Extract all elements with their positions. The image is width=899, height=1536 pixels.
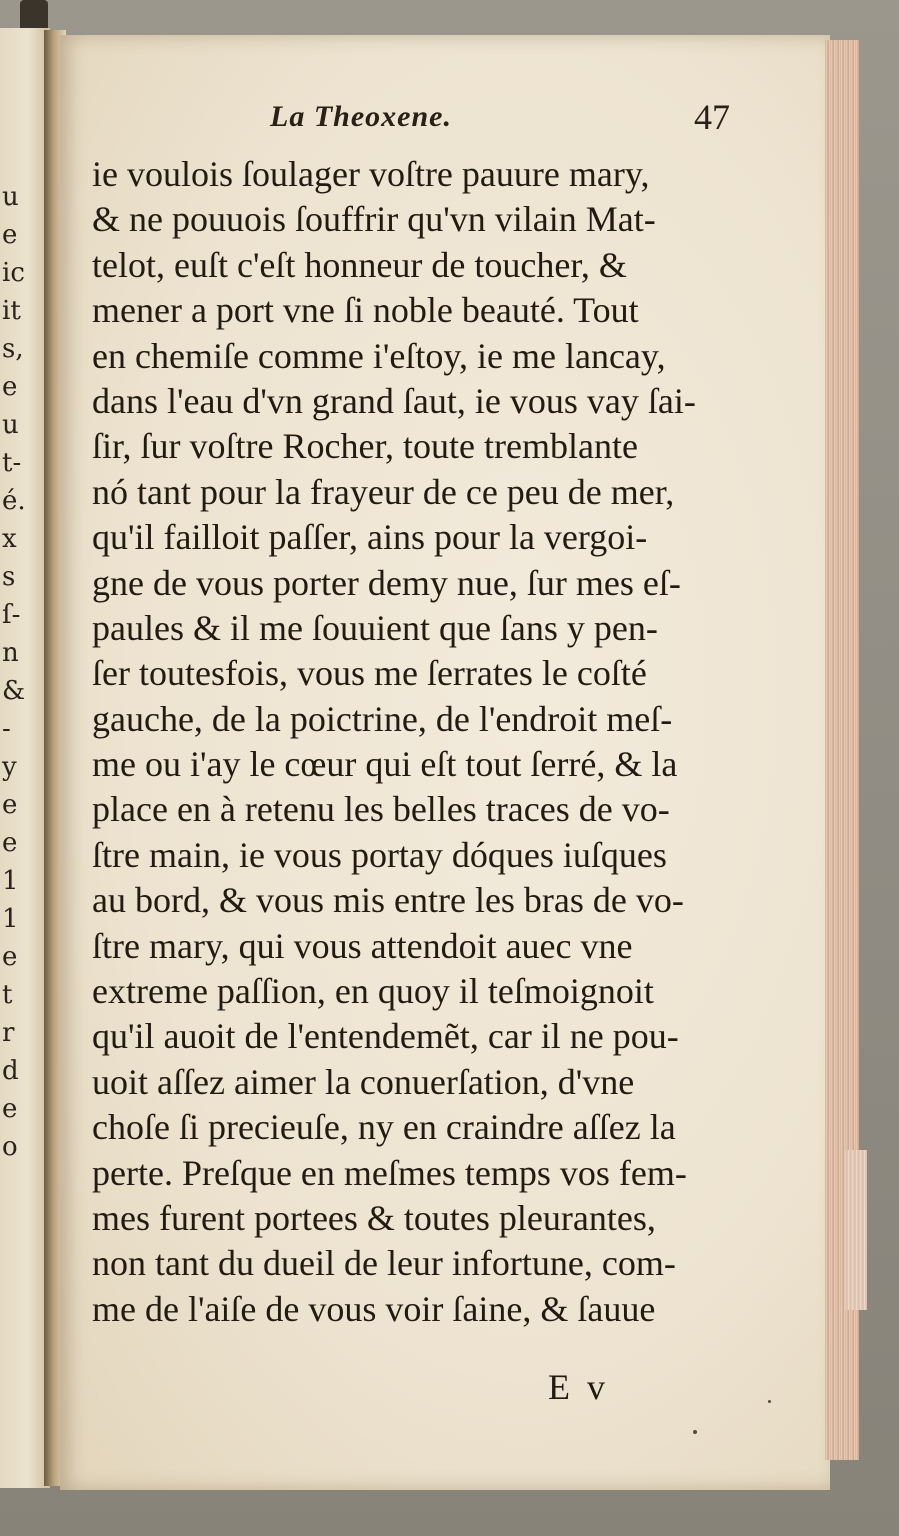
text-line: perte. Preſque en meſmes temps vos fem- [92, 1152, 687, 1193]
text-line: en chemiſe comme i'eſtoy, ie me lancay, [92, 335, 666, 376]
facing-page-fragment: s, [2, 334, 24, 364]
facing-page-fragment: 1 [2, 904, 19, 934]
signature-mark: E v [548, 1367, 609, 1407]
text-line: gauche, de la poictrine, de l'endroit meſ- [92, 698, 673, 739]
facing-page-fragment: u [2, 410, 19, 440]
facing-page-text-fragments [2, 178, 38, 1166]
facing-page-fragment: é. [2, 486, 26, 516]
text-line: choſe ſi precieuſe, ny en craindre aſſez la [92, 1107, 676, 1148]
text-line: ſtre mary, qui vous attendoit auec vne [92, 925, 633, 966]
facing-page-fragment: o [2, 1132, 18, 1162]
text-line: extreme paſſion, en quoy il teſmoignoit [92, 971, 654, 1012]
text-line: telot, euſt c'eſt honneur de toucher, & [92, 244, 627, 285]
text-line: dans l'eau d'vn grand ſaut, ie vous vay ſai- [92, 380, 696, 421]
facing-page-fragment: ic [2, 258, 25, 288]
facing-page-fragment: y [2, 752, 17, 782]
text-line: ſer toutesfois, vous me ſerrates le coſté [92, 653, 647, 694]
facing-page-fragment: it [2, 296, 21, 326]
facing-page-fragment: 1 [2, 866, 19, 896]
page-header [270, 97, 740, 150]
facing-page-fragment: u [2, 182, 19, 212]
paper-speck [768, 1400, 771, 1403]
facing-page-fragment: x [2, 524, 17, 554]
facing-page-fragment: e [2, 828, 18, 858]
text-line: uoit aſſez aimer la conuerſation, d'vne [92, 1061, 635, 1102]
text-line: ie voulois ſoulager voſtre pauure mary, [92, 154, 650, 194]
text-line: au bord, & vous mis entre les bras de vo- [92, 880, 684, 921]
facing-page-fragment: d [2, 1056, 19, 1086]
facing-page-fragment: e [2, 942, 18, 972]
text-line: nó tant pour la frayeur de ce peu de mer, [92, 471, 675, 512]
body-text [92, 152, 782, 1332]
text-line: me ou i'ay le cœur qui eſt tout ſerré, & la [92, 744, 678, 785]
facing-page-fragment: ſ- [2, 600, 21, 630]
text-line: & ne pouuois ſouffrir qu'vn vilain Mat- [92, 199, 656, 240]
text-line: mes furent portees & toutes pleurantes, [92, 1197, 656, 1238]
text-line: paules & il me ſouuient que ſans y pen- [92, 607, 658, 648]
text-line: me de l'aiſe de vous voir ſaine, & ſauue [92, 1288, 656, 1329]
facing-page-fragment: n [2, 638, 19, 668]
facing-page-fragment: r [2, 1018, 15, 1048]
facing-page-fragment: & [2, 676, 26, 706]
facing-page-fragment: e [2, 790, 18, 820]
facing-page-fragment: - [2, 714, 11, 744]
page-fore-edge-tab [845, 1150, 867, 1310]
running-title: La Theoxene. [270, 100, 452, 133]
facing-page-fragment: s [2, 562, 16, 592]
text-line: non tant du dueil de leur infortune, com- [92, 1243, 676, 1284]
facing-page-fragment: e [2, 1094, 18, 1124]
facing-page-fragment: t [2, 980, 13, 1010]
text-line: ſtre main, ie vous portay dóques iuſques [92, 834, 667, 875]
text-line: gne de vous porter demy nue, ſur mes eſ- [92, 562, 681, 603]
facing-page-fragment: t- [2, 448, 22, 478]
text-line: ſir, ſur voſtre Rocher, toute tremblante [92, 426, 638, 467]
text-line: qu'il auoit de l'entendemẽt, car il ne pou- [92, 1016, 679, 1057]
paper-speck [693, 1430, 697, 1434]
text-line: qu'il failloit paſſer, ains pour la vergoi- [92, 517, 648, 558]
page-number: 47 [694, 97, 730, 137]
facing-page-fragment: e [2, 372, 18, 402]
text-line: mener a port vne ſi noble beauté. Tout [92, 290, 639, 331]
text-line: place en à retenu les belles traces de vo- [92, 789, 670, 830]
facing-page-fragment: e [2, 220, 18, 250]
facing-page-edge [0, 28, 50, 1488]
